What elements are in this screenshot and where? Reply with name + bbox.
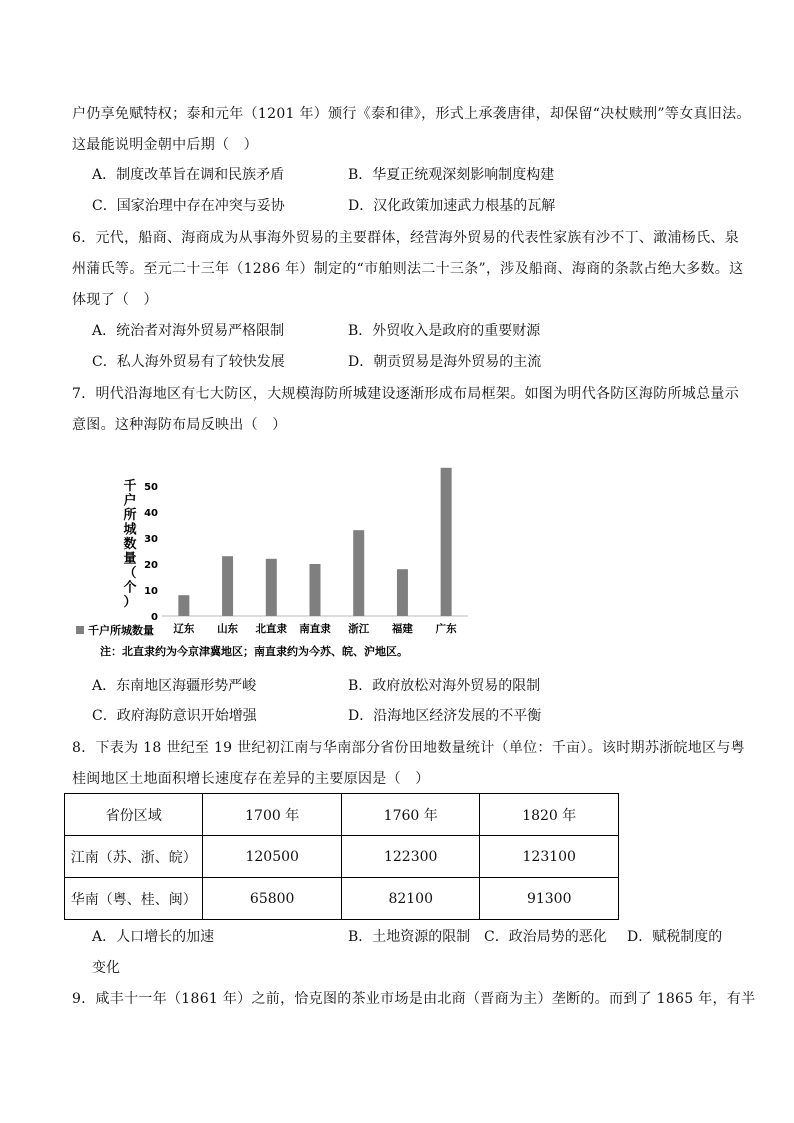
y-axis-ticks bbox=[144, 482, 158, 623]
x-axis-ticks bbox=[173, 622, 457, 635]
q5-option-a[interactable]: A．制度改革旨在调和民族矛盾 bbox=[92, 167, 285, 183]
x-tick-label: 广东 bbox=[435, 623, 457, 635]
y-axis-label-char: 个 bbox=[123, 580, 137, 596]
q7-option-c[interactable]: C．政府海防意识开始增强 bbox=[92, 708, 257, 724]
bars bbox=[178, 468, 451, 616]
bar-山东 bbox=[222, 556, 233, 616]
bar-广东 bbox=[441, 468, 452, 616]
x-tick-label: 南直隶 bbox=[299, 623, 331, 635]
q8-option-b[interactable]: B．土地资源的限制 bbox=[348, 929, 471, 945]
legend-label: 千户所城数量 bbox=[88, 624, 154, 637]
q5-stem-line1: 户仍享免赋特权；泰和元年（1201 年）颁行《泰和律》，形式上承袭唐律，却保留“决杖赎刑”等女真旧法。 bbox=[72, 106, 751, 122]
q5-option-c[interactable]: C．国家治理中存在冲突与妥协 bbox=[92, 198, 285, 214]
table-header-cell: 省份区域 bbox=[65, 794, 203, 836]
y-axis-label-char: 千 bbox=[123, 479, 137, 494]
table-cell: 华南（粤、桂、闽） bbox=[65, 878, 203, 920]
table-header-cell: 1760 年 bbox=[341, 794, 480, 836]
y-axis-label bbox=[123, 478, 137, 610]
q6-stem-line1: 6．元代，船商、海商成为从事海外贸易的主要群体，经营海外贸易的代表性家族有沙不丁、澉浦杨氏、泉 bbox=[72, 230, 740, 246]
y-axis-label-char: （ bbox=[123, 566, 137, 581]
legend-swatch bbox=[76, 626, 84, 634]
q6-stem-line2: 州蒲氏等。至元二十三年（1286 年）制定的“市舶则法二十三条”，涉及船商、海商的条款占绝大多数。这 bbox=[72, 261, 744, 277]
table-cell: 91300 bbox=[480, 878, 619, 920]
bar-辽东 bbox=[178, 595, 189, 616]
y-tick-label: 0 bbox=[151, 612, 158, 623]
table-header-cell: 1700 年 bbox=[203, 794, 342, 836]
x-tick-label: 浙江 bbox=[348, 623, 370, 635]
q6-option-a[interactable]: A．统治者对海外贸易严格限制 bbox=[92, 323, 285, 339]
q6-option-c[interactable]: C．私人海外贸易有了较快发展 bbox=[92, 354, 285, 370]
y-axis-label-char: ） bbox=[123, 595, 137, 610]
x-tick-label: 福建 bbox=[391, 623, 413, 635]
q6-option-d[interactable]: D．朝贡贸易是海外贸易的主流 bbox=[348, 354, 542, 370]
table-cell: 122300 bbox=[341, 836, 480, 878]
q8-stem-line1: 8．下表为 18 世纪至 19 世纪初江南与华南部分省份田地数量统计（单位：千亩）。该时期苏浙皖地区与粤 bbox=[72, 740, 745, 756]
table-row bbox=[65, 878, 619, 920]
q5-option-d[interactable]: D．汉化政策加速武力根基的瓦解 bbox=[348, 198, 556, 214]
q6-option-b[interactable]: B．外贸收入是政府的重要财源 bbox=[348, 323, 541, 339]
q7-stem-line2: 意图。这种海防布局反映出（ ） bbox=[72, 417, 287, 433]
y-axis-label-char: 量 bbox=[123, 551, 137, 567]
y-tick-label: 10 bbox=[144, 586, 158, 597]
q8-option-d[interactable]: D．赋税制度的 bbox=[627, 929, 723, 945]
x-tick-label: 辽东 bbox=[173, 623, 195, 635]
table-cell: 120500 bbox=[203, 836, 342, 878]
y-axis-label-char: 所 bbox=[123, 508, 137, 523]
y-axis-label-char: 数 bbox=[123, 537, 137, 552]
x-tick-label: 山东 bbox=[217, 623, 239, 635]
q5-option-b[interactable]: B．华夏正统观深刻影响制度构建 bbox=[348, 167, 555, 183]
y-tick-label: 30 bbox=[144, 534, 158, 545]
y-axis-label-char: 城 bbox=[123, 522, 137, 538]
table-cell: 65800 bbox=[203, 878, 342, 920]
q9-stem-line1: 9．咸丰十一年（1861 年）之前，恰克图的茶业市场是由北商（晋商为主）垄断的。而到了 1865 年，有半 bbox=[72, 991, 756, 1007]
table-row bbox=[65, 836, 619, 878]
farmland-table bbox=[64, 793, 619, 920]
bar-福建 bbox=[397, 569, 408, 616]
q8-option-c[interactable]: C．政治局势的恶化 bbox=[484, 929, 607, 945]
fort-count-bar-chart bbox=[70, 448, 490, 668]
q8-stem-line2: 桂闽地区土地面积增长速度存在差异的主要原因是（ ） bbox=[72, 771, 430, 787]
bar-浙江 bbox=[353, 530, 364, 616]
q7-stem-line1: 7．明代沿海地区有七大防区，大规模海防所城建设逐渐形成布局框架。如图为明代各防区海防所城总量示 bbox=[72, 386, 740, 402]
chart-note: 注：北直隶约为今京津冀地区；南直隶约为今苏、皖、沪地区。 bbox=[100, 645, 408, 658]
x-tick-label: 北直隶 bbox=[255, 623, 288, 635]
table-header-cell: 1820 年 bbox=[480, 794, 619, 836]
y-tick-label: 50 bbox=[144, 482, 158, 493]
bar-南直隶 bbox=[310, 564, 321, 616]
q8-option-a[interactable]: A．人口增长的加速 bbox=[92, 929, 215, 945]
q6-stem-line3: 体现了（ ） bbox=[72, 292, 158, 308]
bar-北直隶 bbox=[266, 559, 277, 616]
table-cell: 82100 bbox=[341, 878, 480, 920]
table-header-row bbox=[65, 794, 619, 836]
y-axis-label-char: 户 bbox=[123, 493, 137, 509]
y-tick-label: 20 bbox=[144, 560, 158, 571]
q5-stem-line2: 这最能说明金朝中后期（ ） bbox=[72, 137, 258, 153]
q7-option-a[interactable]: A．东南地区海疆形势严峻 bbox=[92, 678, 257, 694]
y-tick-label: 40 bbox=[144, 508, 158, 519]
q7-option-d[interactable]: D．沿海地区经济发展的不平衡 bbox=[348, 708, 542, 724]
table-cell: 江南（苏、浙、皖） bbox=[65, 836, 203, 878]
q7-option-b[interactable]: B．政府放松对海外贸易的限制 bbox=[348, 678, 541, 694]
q8-option-d-wrap: 变化 bbox=[92, 960, 120, 976]
table-cell: 123100 bbox=[480, 836, 619, 878]
